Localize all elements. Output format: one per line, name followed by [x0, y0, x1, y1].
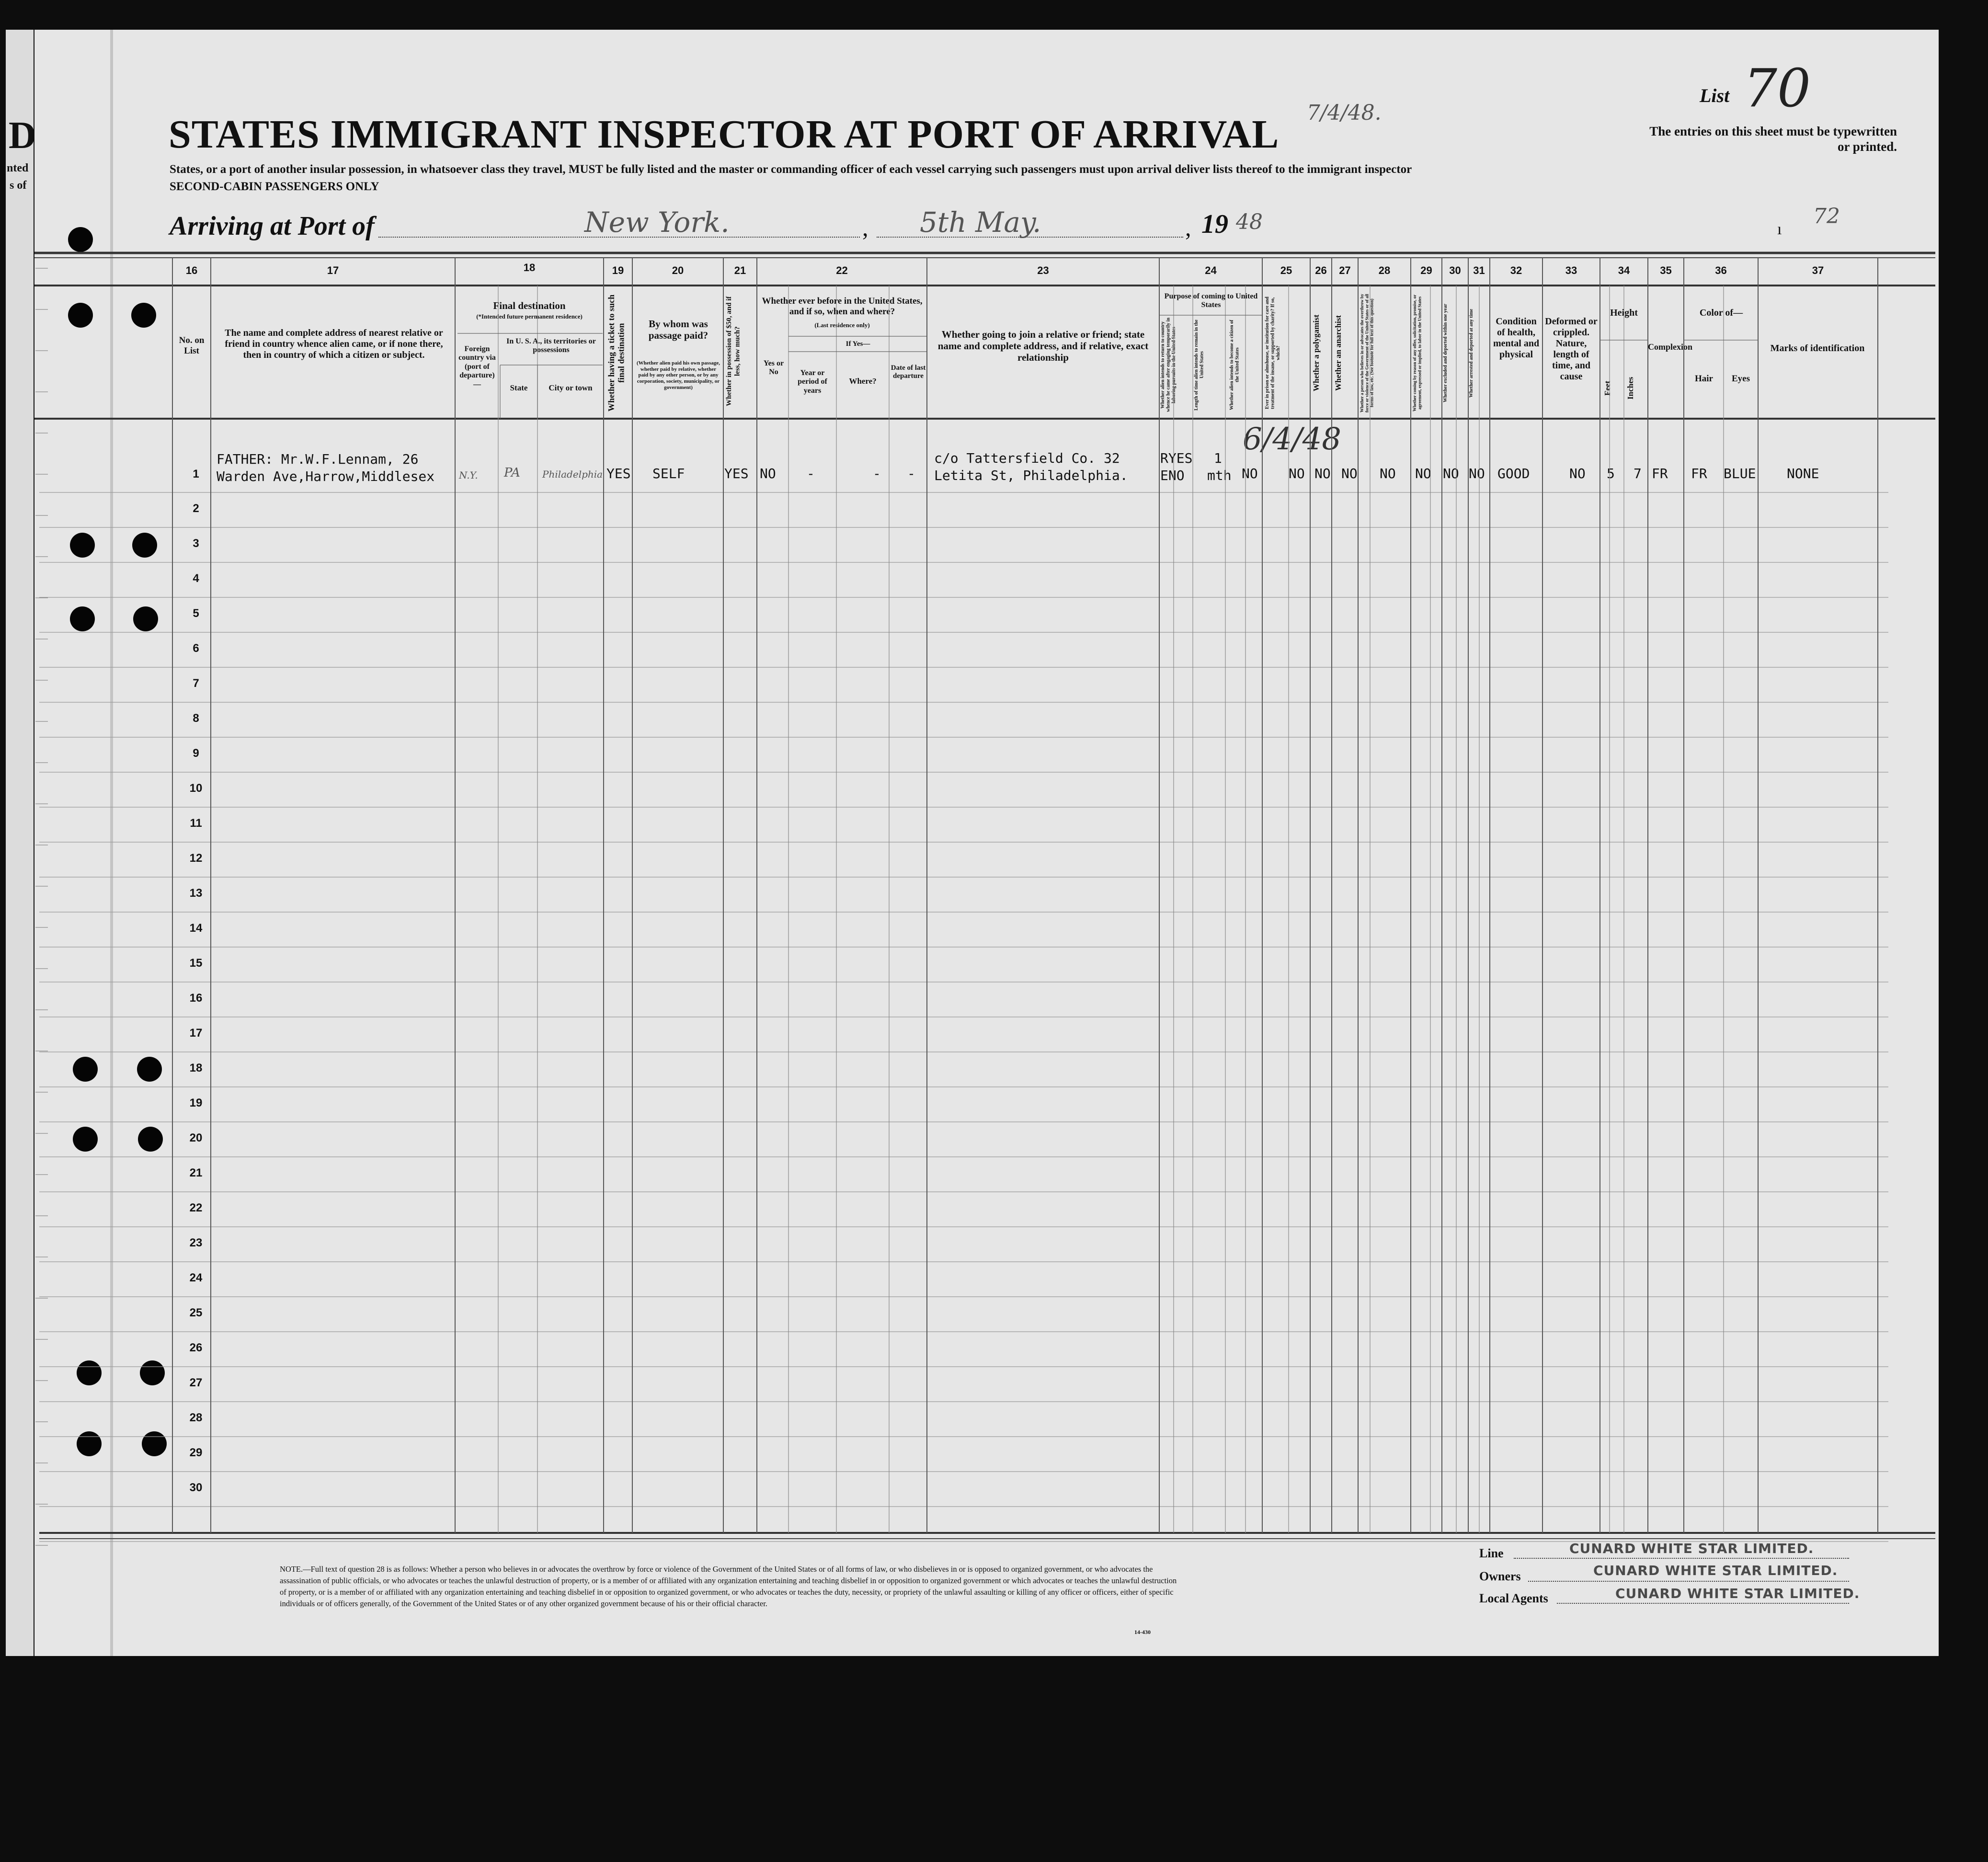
arrival-date: 5th May.: [920, 206, 1041, 239]
cell-length-line1: 1: [1214, 450, 1222, 466]
cell-citizen: NO: [1242, 466, 1258, 481]
arriving-label: Arriving at Port of: [170, 211, 375, 241]
cell-overthrow: NO: [1380, 466, 1396, 481]
form-number: 14-430: [1134, 1629, 1151, 1635]
cell-relative-line1: FATHER: Mr.W.F.Lennam, 26: [217, 451, 419, 467]
cell-state: PA: [504, 466, 520, 480]
edge-fragment: nted: [7, 162, 29, 174]
header-color-of: Color of—: [1699, 308, 1743, 318]
header-deformed: Deformed or crippled. Nature, length of time, and cause: [1545, 316, 1598, 382]
column-number: 22: [836, 264, 848, 276]
cell-deported: NO: [1469, 466, 1485, 481]
cell-city: Philadelphia: [542, 468, 603, 480]
page-title: STATES IMMIGRANT INSPECTOR AT PORT OF ARRIVAL: [169, 112, 1280, 157]
header-overthrow: Whether a person who believes in or advocates the overthrow by force or violence of the Government of the United States or of all forms of law, etc. (See footnote for full text of this question): [1360, 294, 1374, 412]
header-excluded: Whether excluded and deported within one year: [1443, 304, 1448, 402]
row-number: 24: [189, 1271, 203, 1284]
column-number: 34: [1618, 264, 1630, 276]
cell-ticket: YES: [606, 466, 631, 481]
owners-label: Owners: [1479, 1569, 1521, 1583]
agents-label: Local Agents: [1479, 1591, 1548, 1605]
row-number: 29: [189, 1446, 203, 1459]
list-label: List: [1700, 85, 1730, 106]
row-number: 3: [193, 537, 199, 550]
cell-relative-line2: Warden Ave,Harrow,Middlesex: [217, 468, 435, 484]
column-number: 36: [1715, 264, 1727, 276]
row-number: 5: [193, 607, 199, 620]
column-number: 21: [734, 264, 746, 276]
cell-deformed: NO: [1569, 466, 1586, 481]
header-final-destination: Final destination: [493, 300, 566, 311]
cell-eyes: BLUE: [1724, 466, 1756, 481]
cell-length-line2: mth: [1207, 468, 1232, 483]
header-hair: Hair: [1695, 374, 1713, 384]
header-final-destination-sub: (*Intended future permanent residence): [476, 313, 583, 320]
list-number: 70: [1744, 57, 1811, 119]
header-if-yes: If Yes—: [845, 340, 870, 348]
header-usa: In U. S. A., its territories or possessions: [506, 337, 596, 354]
header-joining: Whether going to join a relative or friend; state name and complete address, and if relative, exact relationship: [937, 329, 1149, 364]
column-number: 25: [1280, 264, 1292, 276]
header-where: Where?: [849, 377, 877, 386]
cell-health: GOOD: [1497, 466, 1530, 481]
header-feet: Feet: [1603, 380, 1612, 396]
owners-stamp: CUNARD WHITE STAR LIMITED.: [1593, 1563, 1838, 1578]
cell-labor-offer: NO: [1415, 466, 1431, 481]
header-state: State: [510, 383, 528, 392]
row-number: 2: [193, 502, 199, 515]
cell-handwritten-date: 6/4/48: [1243, 422, 1341, 457]
row-number: 30: [189, 1481, 203, 1494]
header-purpose: Purpose of coming to United States: [1164, 292, 1258, 309]
row-number: 6: [193, 642, 199, 655]
column-number: 18: [523, 262, 536, 274]
column-number: 20: [672, 264, 684, 276]
line-label: Line: [1479, 1546, 1504, 1560]
column-number: 37: [1812, 264, 1824, 276]
header-eyes: Eyes: [1732, 374, 1750, 384]
cell-before-in-us: NO: [760, 466, 776, 481]
handwritten-date: 7/4/48.: [1307, 101, 1382, 125]
cell-hair: FR: [1691, 466, 1707, 481]
row-number: 18: [189, 1062, 203, 1074]
row-number: 25: [189, 1306, 203, 1319]
row-number: 7: [193, 677, 199, 690]
cell-inches: 7: [1634, 466, 1642, 481]
row-number: 21: [189, 1166, 203, 1179]
column-number: 16: [185, 264, 198, 276]
row-number: 19: [189, 1097, 203, 1109]
header-passage-paid-sub: (Whether alien paid his own passage, whether paid by relative, whether paid by any other person, or by any corporation, society, municipality, or government): [637, 360, 720, 390]
header-health: Condition of health, mental and physical: [1493, 316, 1540, 360]
cell-joining-line1: c/o Tattersfield Co. 32: [934, 450, 1120, 466]
header-year-period: Year or period of years: [798, 369, 827, 395]
row-number: 15: [189, 957, 203, 970]
header-marks: Marks of identification: [1770, 343, 1865, 354]
header-anarchist: Whether an anarchist: [1334, 315, 1343, 391]
typewritten-note: The entries on this sheet must be typewritten or printed.: [1649, 124, 1897, 154]
column-number: 19: [612, 264, 624, 276]
footnote: NOTE.—Full text of question 28 is as follows: Whether a person who believes in or advocates the overthrow by force or violence of the Government of the United States or of all forms of law, or who disbelieves in or is opposed to organized government, or who advocates the assassination of public officials, or who advocates or teaches the unlawful destruction of property, or is a member of or affiliated with any organization entertaining and teaching disbelief in or opposition to organized government or which advocates or teaches the unlawful destruction of property, or is a member of or affiliated with any organization entertaining and teaching disbelief in or opposition to organized government, or who advocates or teaches the duty, necessity, or propriety of the unlawful assaulting or killing of any officer or officers, either of specific individuals or of officers generally, of the Government of the United States or of any other organized government because of his or their official character.: [280, 1565, 1177, 1608]
instruction-subtitle: SECOND-CABIN PASSENGERS ONLY: [170, 180, 379, 193]
header-yes-no: Yes or No: [763, 359, 784, 377]
header-foreign-country: Foreign country via (port of departure)—: [458, 345, 496, 388]
header-labor-offer: Whether coming by reason of any offer, solicitation, promise, or agreement, expressed or implied, to labor in the United States: [1412, 294, 1422, 412]
header-prison: Ever in prison or almshouse, or institution for care and treatment of the insane, or supported by charity? If so, which?: [1265, 297, 1281, 410]
cell-anarchist: NO: [1341, 466, 1358, 481]
column-number: 31: [1473, 264, 1485, 276]
row-number: 13: [189, 887, 203, 900]
comma: ,: [1185, 214, 1191, 241]
cell-where: -: [873, 466, 881, 481]
comma: ,: [862, 214, 868, 241]
column-number: 28: [1378, 264, 1391, 276]
row-number: 1: [193, 468, 199, 480]
row-number: 12: [189, 852, 203, 865]
sheet-number: 72: [1813, 204, 1840, 228]
row-number: 14: [189, 922, 203, 935]
cell-purpose-line2: ENO: [1160, 468, 1185, 483]
header-before-in-us: Whether ever before in the United States, and if so, when and where?: [762, 296, 923, 317]
header-city: City or town: [548, 383, 593, 392]
cell-excluded: NO: [1443, 466, 1459, 481]
row-number: 10: [189, 782, 203, 795]
edge-fragment: s of: [10, 179, 27, 192]
cell-foreign-via: N.Y.: [459, 469, 478, 481]
header-ticket: Whether having a ticket to such final destination: [606, 294, 626, 412]
header-before-in-us-sub: (Last residence only): [814, 321, 870, 329]
header-date-departure: Date of last departure: [891, 364, 926, 380]
year-suffix: 48: [1236, 210, 1263, 234]
instruction-text: States, or a port of another insular possession, in whatsoever class they travel, MUST be fully listed and the master or commanding officer of each vessel carrying such passengers must upon arrival deliver lists thereof to the immigrant inspector: [170, 163, 1412, 176]
column-number: 23: [1037, 264, 1049, 276]
agents-stamp: CUNARD WHITE STAR LIMITED.: [1615, 1586, 1860, 1601]
column-number: 17: [327, 264, 339, 276]
cell-complexion: FR: [1652, 466, 1668, 481]
column-number: 33: [1565, 264, 1577, 276]
year-prefix: 19: [1201, 209, 1228, 239]
cell-purpose-line1: RYES: [1160, 450, 1193, 466]
column-number: 35: [1660, 264, 1672, 276]
edge-fragment: D: [9, 114, 36, 157]
row-number: 23: [189, 1236, 203, 1249]
column-number: 24: [1205, 264, 1217, 276]
cell-has-fifty: YES: [724, 466, 749, 481]
column-number: 26: [1315, 264, 1327, 276]
row-number: 17: [189, 1027, 203, 1040]
header-inches: Inches: [1626, 377, 1635, 400]
row-number: 11: [190, 817, 202, 830]
row-number: 20: [189, 1131, 203, 1144]
row-number: 27: [189, 1376, 203, 1389]
row-number: 8: [193, 712, 199, 725]
cell-year-period: -: [807, 466, 815, 481]
cell-prison: NO: [1289, 466, 1305, 481]
line-stamp: CUNARD WHITE STAR LIMITED.: [1569, 1541, 1814, 1556]
column-number: 32: [1510, 264, 1522, 276]
row-number: 28: [189, 1411, 203, 1424]
cell-date-departure: -: [907, 466, 915, 481]
header-fifty-dollars: Whether in possession of $50, and if less, how much?: [725, 296, 742, 406]
row-number: 22: [189, 1201, 203, 1214]
header-relative-address: The name and complete address of nearest relative or friend in country whence alien came, or if none there, then in country of which a citizen or subject.: [225, 328, 443, 360]
header-list-number: No. on List: [179, 335, 205, 356]
cell-joining-line2: Letita St, Philadelphia.: [934, 468, 1128, 483]
header-purpose-return: Whether alien intends to return to country whence he came after engaging temporarily in laboring pursuits in the United States: [1160, 318, 1177, 412]
cell-feet: 5: [1607, 466, 1615, 481]
header-passage-paid: By whom was passage paid?: [648, 318, 708, 342]
header-deported: Whether arrested and deported at any time: [1469, 308, 1474, 398]
column-number: 30: [1449, 264, 1461, 276]
column-number: 29: [1420, 264, 1432, 276]
header-height: Height: [1610, 308, 1638, 318]
header-polygamist: Whether a polygamist: [1312, 314, 1321, 392]
mark-dot: ı: [1777, 220, 1782, 238]
port-name: New York.: [584, 206, 730, 239]
header-purpose-citizen: Whether alien intends to become a citizen of the United States: [1229, 320, 1240, 411]
row-number: 26: [189, 1341, 203, 1354]
row-number: 16: [189, 992, 203, 1005]
header-purpose-length: Length of time alien intends to remain in the United States: [1194, 320, 1205, 411]
cell-paid-by: SELF: [652, 466, 685, 481]
column-number: 27: [1339, 264, 1351, 276]
row-number: 9: [193, 747, 199, 760]
cell-marks: NONE: [1787, 466, 1819, 481]
row-number: 4: [193, 572, 199, 585]
header-complexion: Complexion: [1648, 342, 1693, 352]
cell-polygamist: NO: [1314, 466, 1331, 481]
